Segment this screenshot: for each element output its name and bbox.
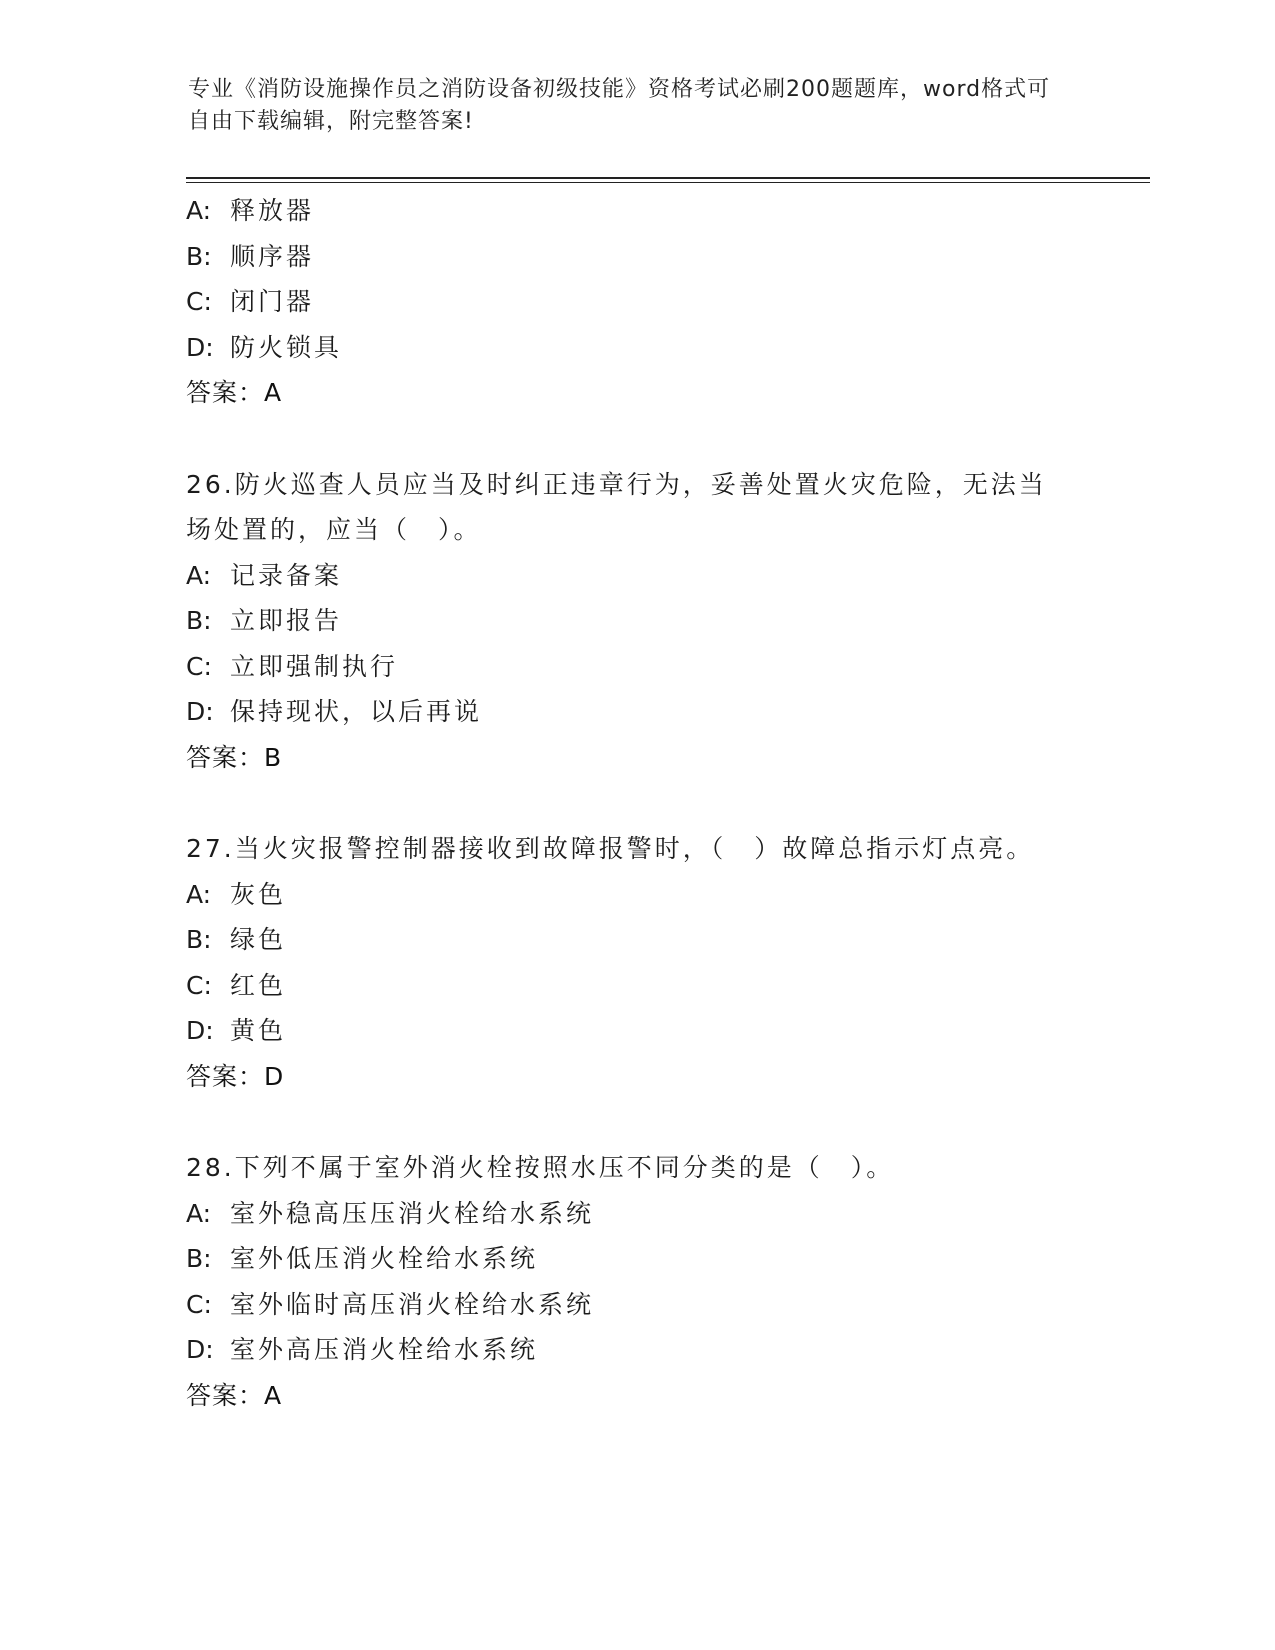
question-block-26 <box>186 462 1086 781</box>
option-label: B: <box>186 241 212 271</box>
question-block-28 <box>186 1145 1086 1418</box>
option-text: 立即强制执行 <box>230 651 399 681</box>
document-header: 专业《消防设施操作员之消防设备初级技能》资格考试必刷200题题库，word格式可自由下载编辑，附完整答案! <box>188 77 1051 134</box>
option-c <box>186 963 1086 1009</box>
option-b <box>186 234 1086 280</box>
option-label: C: <box>186 287 212 316</box>
spacer <box>186 1099 1086 1145</box>
option-text: 保持现状，以后再说 <box>230 697 483 726</box>
option-label: C: <box>186 1289 212 1319</box>
question-text: 27.当火灾报警控制器接收到故障报警时，（ ）故障总指示灯点亮。 <box>186 834 1035 863</box>
option-d <box>186 325 1086 371</box>
option-label: D: <box>186 1016 214 1045</box>
answer-line: 答案：A <box>186 378 283 407</box>
option-a <box>186 1191 1086 1237</box>
option-label: A: <box>186 560 212 590</box>
answer-line: 答案：D <box>186 1061 285 1091</box>
option-label: B: <box>186 606 212 635</box>
spacer <box>186 780 1086 826</box>
option-label: D: <box>186 1335 214 1364</box>
option-b <box>186 917 1086 963</box>
option-label: B: <box>186 925 212 954</box>
question-block-27 <box>186 826 1086 1099</box>
option-text: 立即报告 <box>230 606 343 635</box>
question-list <box>186 188 1086 1418</box>
option-text: 室外稳高压压消火栓给水系统 <box>230 1198 595 1228</box>
question-text: 26.防火巡查人员应当及时纠正违章行为，妥善处置火灾危险，无法当场处置的，应当（ ）。 <box>186 469 1047 544</box>
option-text: 绿色 <box>230 925 287 954</box>
option-c <box>186 279 1086 325</box>
option-label: C: <box>186 970 212 1000</box>
option-text: 灰色 <box>230 879 287 909</box>
option-text: 闭门器 <box>230 287 315 316</box>
option-b <box>186 598 1086 644</box>
option-label: D: <box>186 697 214 726</box>
option-text: 室外高压消火栓给水系统 <box>230 1335 539 1364</box>
option-label: A: <box>186 1198 212 1228</box>
option-c <box>186 644 1086 690</box>
option-text: 顺序器 <box>230 241 315 271</box>
option-d <box>186 1008 1086 1054</box>
option-label: B: <box>186 1244 212 1273</box>
option-d <box>186 1327 1086 1373</box>
option-text: 防火锁具 <box>230 332 343 362</box>
option-text: 黄色 <box>230 1016 287 1045</box>
question-block-25 <box>186 188 1086 416</box>
header-rule-thin <box>186 182 1150 183</box>
question-text: 28.下列不属于室外消火栓按照水压不同分类的是（ ）。 <box>186 1153 895 1182</box>
spacer <box>186 416 1086 462</box>
option-label: A: <box>186 879 212 909</box>
answer-line: 答案：A <box>186 1380 283 1410</box>
option-text: 红色 <box>230 970 287 1000</box>
header-rule-thick <box>186 177 1150 179</box>
option-d <box>186 689 1086 735</box>
option-text: 室外低压消火栓给水系统 <box>230 1244 539 1273</box>
option-text: 室外临时高压消火栓给水系统 <box>230 1289 595 1319</box>
option-label: D: <box>186 332 214 362</box>
answer-line: 答案：B <box>186 742 283 772</box>
option-label: C: <box>186 651 212 681</box>
option-text: 释放器 <box>230 196 315 225</box>
option-a <box>186 872 1086 918</box>
option-c <box>186 1282 1086 1328</box>
option-label: A: <box>186 196 212 225</box>
option-b <box>186 1236 1086 1282</box>
option-text: 记录备案 <box>230 560 343 590</box>
option-a <box>186 188 1086 234</box>
option-a <box>186 553 1086 599</box>
